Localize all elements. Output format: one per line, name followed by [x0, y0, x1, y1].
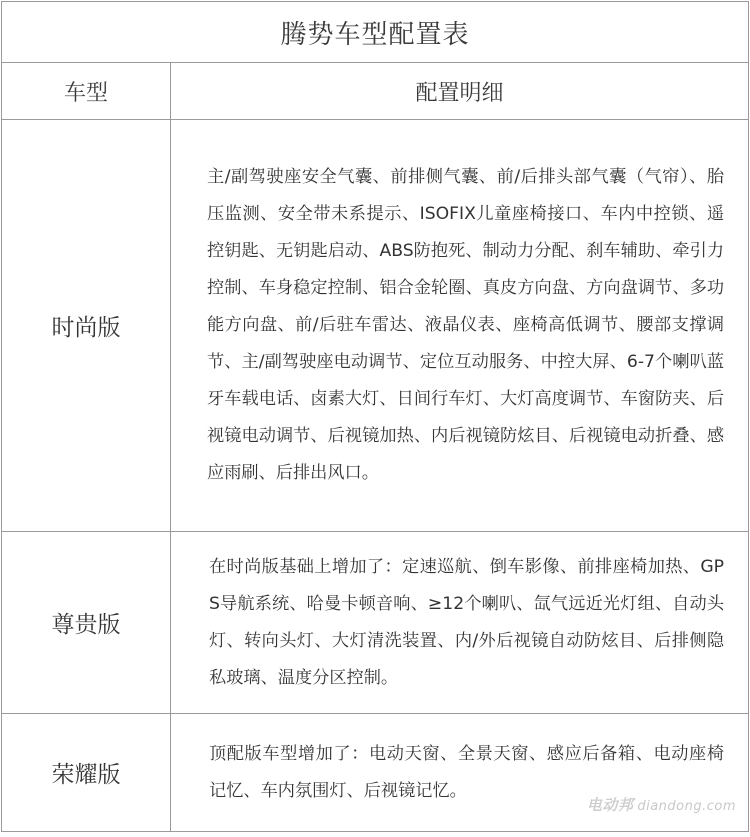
- model-name: 时尚版: [2, 120, 171, 532]
- watermark-site: diandong.com: [637, 799, 736, 814]
- model-name: 尊贵版: [2, 532, 171, 714]
- config-detail: 顶配版车型增加了：电动天窗、全景天窗、感应后备箱、电动座椅记忆、车内氛围灯、后视镜记忆。: [171, 714, 749, 832]
- header-detail: 配置明细: [171, 63, 749, 120]
- watermark: [587, 794, 736, 815]
- table-title: 腾势车型配置表: [2, 2, 749, 63]
- model-name: 荣耀版: [2, 714, 171, 832]
- table-row: [2, 532, 749, 714]
- title-row: [2, 2, 749, 63]
- header-model: 车型: [2, 63, 171, 120]
- config-detail: 主/副驾驶座安全气囊、前排侧气囊、前/后排头部气囊（气帘）、胎压监测、安全带未系提示、ISOFIX儿童座椅接口、车内中控锁、遥控钥匙、无钥匙启动、ABS防抱死、制动力分配、刹车辅助、牵引力控制、车身稳定控制、铝合金轮圈、真皮方向盘、方向盘调节、多功能方向盘、前/后驻车雷达、液晶仪表、座椅高低调节、腰部支撑调节、主/副驾驶座电动调节、定位互动服务、中控大屏、6-7个喇叭蓝牙车载电话、卤素大灯、日间行车灯、大灯高度调节、车窗防夹、后视镜电动调节、后视镜加热、内后视镜防炫目、后视镜电动折叠、感应雨刷、后排出风口。: [171, 120, 749, 532]
- table-row: [2, 120, 749, 532]
- config-detail: 在时尚版基础上增加了：定速巡航、倒车影像、前排座椅加热、GPS导航系统、哈曼卡顿音响、≥12个喇叭、氙气远近光灯组、自动头灯、转向头灯、大灯清洗装置、内/外后视镜自动防炫目、后排侧隐私玻璃、温度分区控制。: [171, 532, 749, 714]
- header-row: [2, 63, 749, 120]
- config-table: [1, 1, 749, 832]
- watermark-logo: 电动邦: [586, 796, 634, 814]
